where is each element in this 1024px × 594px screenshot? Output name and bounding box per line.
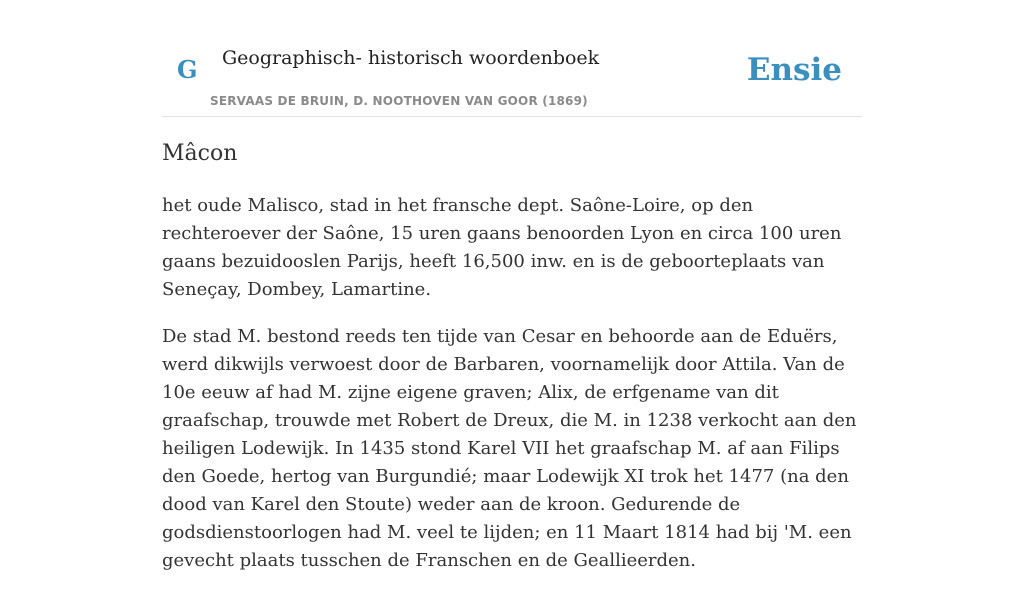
brand-logo-link[interactable]: Ensie xyxy=(746,52,842,88)
entry-paragraph: het oude Malisco, stad in het fransche dept. Saône-Loire, op den rechteroever der Saône, 15 uren gaans benoorden Lyon en circa 100 uren gaans bezuidooslen Parijs, heeft 16,500 inw. en is de geboorteplaats van Seneçay, Dombey, Lamartine. xyxy=(162,195,842,300)
book-author: SERVAAS DE BRUIN, D. NOOTHOVEN VAN GOOR (1869) xyxy=(210,94,588,108)
entry-title: Mâcon xyxy=(162,141,238,166)
entry-content xyxy=(162,192,862,594)
book-title-link[interactable]: Geographisch- historisch woordenboek xyxy=(222,47,600,69)
header xyxy=(162,0,862,117)
entry-paragraph: De stad M. bestond reeds ten tijde van Cesar en behoorde aan de Eduërs, werd dikwijls verwoest door de Barbaren, voornamelijk door Attila. Van de 10e eeuw af had M. zijne eigene graven; Alix, de erfgename van dit graafschap, trouwde met Robert de Dreux, die M. in 1238 verkocht aan den heiligen Lodewijk. In 1435 stond Karel VII het graafschap M. af aan Filips den Goede, hertog van Burgundié; maar Lodewijk XI trok het 1477 (na den dood van Karel den Stoute) weder aan de kroon. Gedurende de godsdienstoorlogen had M. veel te lijden; en 11 Maart 1814 had bij 'M. een gevecht plaats tusschen de Franschen en de Geallieerden. xyxy=(162,326,857,571)
book-letter-badge[interactable]: G xyxy=(177,55,198,84)
